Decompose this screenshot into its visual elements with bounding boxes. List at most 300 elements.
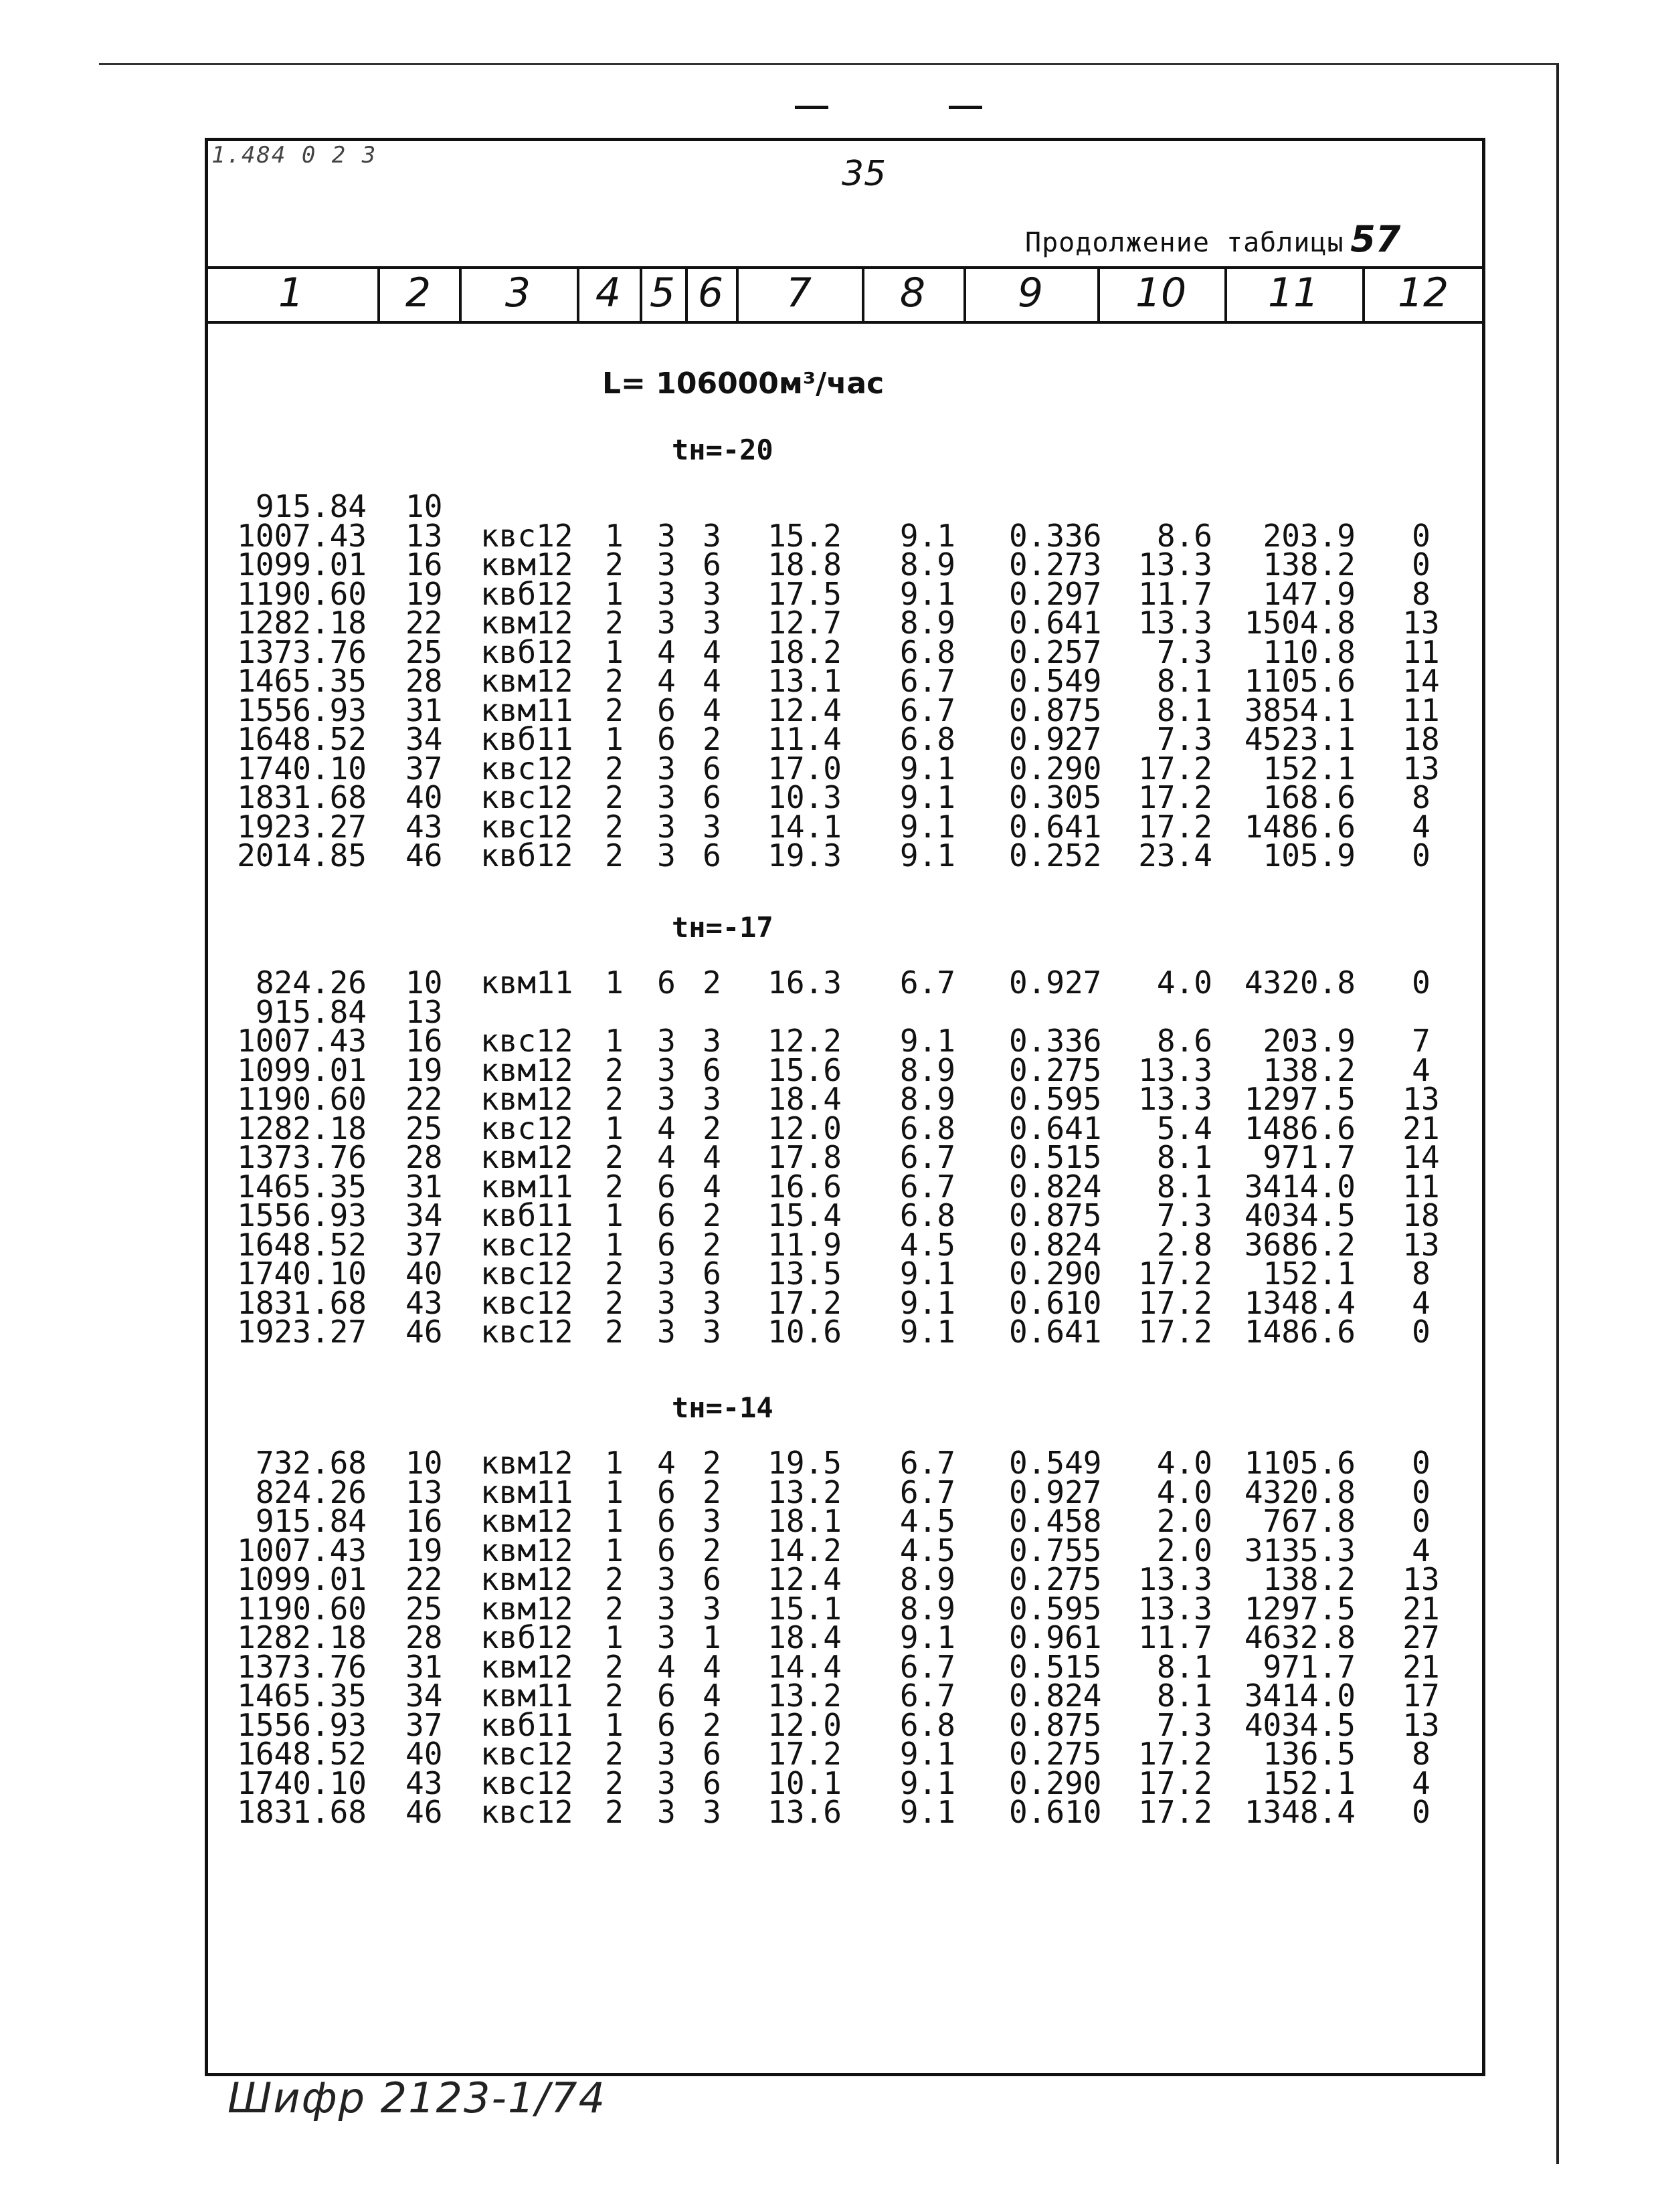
cell-param10: 2.0 bbox=[1156, 1503, 1212, 1539]
cell-param11: 4632.8 bbox=[1244, 1619, 1356, 1655]
cell-index: 16 bbox=[405, 1023, 443, 1059]
cell-value: 1282.18 bbox=[237, 1619, 367, 1655]
cell-n3: 2 bbox=[703, 1226, 721, 1263]
cell-n2: 3 bbox=[657, 546, 676, 583]
cell-n3: 6 bbox=[703, 1736, 721, 1772]
cell-param12: 13 bbox=[1402, 750, 1440, 787]
cell-param10: 17.2 bbox=[1138, 779, 1212, 815]
cell-param11: 1486.6 bbox=[1244, 1110, 1356, 1146]
cell-n1: 1 bbox=[605, 965, 624, 1001]
cell-n1: 1 bbox=[605, 633, 624, 670]
cell-code: квб12 bbox=[480, 575, 573, 612]
cell-n1: 1 bbox=[605, 1532, 624, 1569]
cell-n2: 3 bbox=[657, 1314, 676, 1350]
cell-n1: 2 bbox=[605, 1139, 624, 1175]
cell-n3: 6 bbox=[703, 837, 721, 874]
cell-param7: 10.3 bbox=[767, 779, 842, 815]
cell-param10: 8.6 bbox=[1156, 1023, 1212, 1059]
cell-n2: 4 bbox=[657, 633, 676, 670]
cell-n2: 6 bbox=[657, 692, 676, 728]
cell-n1: 2 bbox=[605, 605, 624, 641]
header-divider bbox=[685, 266, 688, 324]
cell-param11: 152.1 bbox=[1263, 750, 1356, 787]
cell-code: квс12 bbox=[480, 750, 573, 787]
cell-param12: 18 bbox=[1402, 1197, 1440, 1233]
cell-ratio: 0.595 bbox=[1009, 1590, 1102, 1627]
cell-index: 46 bbox=[405, 1794, 443, 1830]
cell-param10: 7.3 bbox=[1156, 1197, 1212, 1233]
cell-param7: 17.2 bbox=[767, 1284, 842, 1321]
cell-value: 1190.60 bbox=[237, 575, 367, 612]
cell-n2: 6 bbox=[657, 1226, 676, 1263]
cell-value: 1465.35 bbox=[237, 663, 367, 699]
cell-ratio: 0.515 bbox=[1009, 1139, 1102, 1175]
cell-index: 16 bbox=[405, 546, 443, 583]
cell-param12: 27 bbox=[1402, 1619, 1440, 1655]
column-header-9: 9 bbox=[1017, 270, 1044, 316]
cell-n1: 2 bbox=[605, 1794, 624, 1830]
cell-param10: 11.7 bbox=[1138, 1619, 1212, 1655]
cell-param8: 6.7 bbox=[899, 965, 955, 1001]
cell-param12: 0 bbox=[1412, 546, 1431, 583]
cell-value: 1282.18 bbox=[237, 1110, 367, 1146]
cell-index: 34 bbox=[405, 1678, 443, 1714]
cell-param11: 152.1 bbox=[1263, 1255, 1356, 1292]
cell-param11: 4523.1 bbox=[1244, 721, 1356, 757]
cell-index: 25 bbox=[405, 1590, 443, 1627]
cell-param8: 9.1 bbox=[899, 1314, 955, 1350]
table-row bbox=[0, 965, 1660, 1001]
cell-param8: 9.1 bbox=[899, 837, 955, 874]
cell-index: 25 bbox=[405, 633, 443, 670]
cell-param8: 6.7 bbox=[899, 1648, 955, 1685]
cell-n1: 2 bbox=[605, 1081, 624, 1117]
cell-index: 40 bbox=[405, 779, 443, 815]
cell-n3: 2 bbox=[703, 1197, 721, 1233]
header-bottom-rule bbox=[205, 321, 1484, 324]
cell-n1: 1 bbox=[605, 1110, 624, 1146]
cell-param7: 13.6 bbox=[767, 1794, 842, 1830]
cell-n3: 3 bbox=[703, 605, 721, 641]
cell-param11: 3414.0 bbox=[1244, 1168, 1356, 1205]
column-header-5: 5 bbox=[649, 270, 676, 316]
cell-param12: 0 bbox=[1412, 1474, 1431, 1510]
corner-note: 1.484 0 2 3 bbox=[211, 142, 377, 169]
cell-ratio: 0.755 bbox=[1009, 1532, 1102, 1569]
cell-ratio: 0.275 bbox=[1009, 1051, 1102, 1088]
cell-index: 46 bbox=[405, 1314, 443, 1350]
cell-param11: 4034.5 bbox=[1244, 1706, 1356, 1743]
cell-param8: 9.1 bbox=[899, 1765, 955, 1801]
cell-code: квс12 bbox=[480, 808, 573, 845]
cell-param12: 7 bbox=[1412, 1023, 1431, 1059]
cell-ratio: 0.610 bbox=[1009, 1794, 1102, 1830]
cell-index: 46 bbox=[405, 837, 443, 874]
cell-code: квм11 bbox=[480, 692, 573, 728]
cell-param7: 14.4 bbox=[767, 1648, 842, 1685]
cell-param8: 6.8 bbox=[899, 1197, 955, 1233]
cell-param7: 19.3 bbox=[767, 837, 842, 874]
cell-param7: 13.5 bbox=[767, 1255, 842, 1292]
cell-n1: 2 bbox=[605, 837, 624, 874]
cell-param11: 136.5 bbox=[1263, 1736, 1356, 1772]
cell-n1: 1 bbox=[605, 1474, 624, 1510]
cell-value: 1099.01 bbox=[237, 1561, 367, 1597]
cell-code: квб12 bbox=[480, 1619, 573, 1655]
cell-n2: 3 bbox=[657, 605, 676, 641]
cell-index: 28 bbox=[405, 1619, 443, 1655]
cell-n1: 2 bbox=[605, 1255, 624, 1292]
cell-n1: 2 bbox=[605, 1284, 624, 1321]
cell-param8: 8.9 bbox=[899, 1561, 955, 1597]
cell-n2: 3 bbox=[657, 837, 676, 874]
cell-param8: 8.9 bbox=[899, 1051, 955, 1088]
cell-param12: 21 bbox=[1402, 1648, 1440, 1685]
cell-param12: 0 bbox=[1412, 1314, 1431, 1350]
cell-param10: 8.1 bbox=[1156, 1168, 1212, 1205]
cell-param11: 3686.2 bbox=[1244, 1226, 1356, 1263]
cell-param11: 4034.5 bbox=[1244, 1197, 1356, 1233]
cell-param12: 17 bbox=[1402, 1678, 1440, 1714]
cell-param10: 5.4 bbox=[1156, 1110, 1212, 1146]
cell-n3: 6 bbox=[703, 779, 721, 815]
cell-n3: 3 bbox=[703, 517, 721, 554]
cell-param11: 110.8 bbox=[1263, 633, 1356, 670]
cell-value: 1648.52 bbox=[237, 1736, 367, 1772]
cell-code: квб11 bbox=[480, 1197, 573, 1233]
cell-param11: 1297.5 bbox=[1244, 1590, 1356, 1627]
cell-code: квм12 bbox=[480, 1532, 573, 1569]
cell-n2: 6 bbox=[657, 1168, 676, 1205]
cell-param7: 17.0 bbox=[767, 750, 842, 787]
cell-n3: 3 bbox=[703, 1023, 721, 1059]
cell-param11: 971.7 bbox=[1263, 1139, 1356, 1175]
cell-param11: 1504.8 bbox=[1244, 605, 1356, 641]
cell-n3: 2 bbox=[703, 721, 721, 757]
cell-param8: 6.8 bbox=[899, 721, 955, 757]
cell-param7: 18.2 bbox=[767, 633, 842, 670]
cell-n3: 3 bbox=[703, 1503, 721, 1539]
cell-code: квм12 bbox=[480, 546, 573, 583]
column-header-4: 4 bbox=[595, 270, 622, 316]
cell-param11: 1348.4 bbox=[1244, 1284, 1356, 1321]
cell-code: квм12 bbox=[480, 1081, 573, 1117]
cell-code: квс12 bbox=[480, 1255, 573, 1292]
cell-n1: 1 bbox=[605, 1706, 624, 1743]
cell-index: 22 bbox=[405, 1081, 443, 1117]
header-top-rule bbox=[205, 266, 1484, 269]
cell-param7: 10.6 bbox=[767, 1314, 842, 1350]
cell-param10: 4.0 bbox=[1156, 965, 1212, 1001]
cell-n2: 3 bbox=[657, 750, 676, 787]
cell-n1: 2 bbox=[605, 1678, 624, 1714]
cell-n3: 1 bbox=[703, 1619, 721, 1655]
cell-n1: 2 bbox=[605, 692, 624, 728]
cell-param11: 1348.4 bbox=[1244, 1794, 1356, 1830]
cell-index: 13 bbox=[405, 1474, 443, 1510]
cell-param11: 203.9 bbox=[1263, 1023, 1356, 1059]
cell-param7: 10.1 bbox=[767, 1765, 842, 1801]
cell-value: 1648.52 bbox=[237, 721, 367, 757]
cell-param7: 13.2 bbox=[767, 1474, 842, 1510]
cell-ratio: 0.927 bbox=[1009, 965, 1102, 1001]
cell-param8: 6.7 bbox=[899, 663, 955, 699]
cell-code: квс12 bbox=[480, 779, 573, 815]
cell-index: 37 bbox=[405, 1226, 443, 1263]
cell-value: 1099.01 bbox=[237, 546, 367, 583]
cell-code: квм11 bbox=[480, 965, 573, 1001]
cell-code: квм11 bbox=[480, 1168, 573, 1205]
cell-param11: 1297.5 bbox=[1244, 1081, 1356, 1117]
cell-param7: 19.5 bbox=[767, 1445, 842, 1481]
cell-param8: 6.7 bbox=[899, 1445, 955, 1481]
cell-ratio: 0.824 bbox=[1009, 1678, 1102, 1714]
cell-value: 915.84 bbox=[255, 1503, 367, 1539]
cell-n2: 3 bbox=[657, 1736, 676, 1772]
cell-param12: 13 bbox=[1402, 1226, 1440, 1263]
cell-param10: 17.2 bbox=[1138, 1255, 1212, 1292]
cell-n3: 3 bbox=[703, 1794, 721, 1830]
cell-ratio: 0.257 bbox=[1009, 633, 1102, 670]
cell-index: 22 bbox=[405, 1561, 443, 1597]
cell-index: 34 bbox=[405, 721, 443, 757]
cell-param10: 13.3 bbox=[1138, 1590, 1212, 1627]
cell-param8: 9.1 bbox=[899, 1736, 955, 1772]
cell-n3: 3 bbox=[703, 1314, 721, 1350]
cell-index: 10 bbox=[405, 1445, 443, 1481]
cell-param12: 0 bbox=[1412, 1503, 1431, 1539]
cell-n3: 2 bbox=[703, 965, 721, 1001]
cell-n2: 3 bbox=[657, 1561, 676, 1597]
cell-param8: 9.1 bbox=[899, 1619, 955, 1655]
cell-param7: 18.4 bbox=[767, 1081, 842, 1117]
cell-param12: 11 bbox=[1402, 692, 1440, 728]
cell-value: 1007.43 bbox=[237, 1023, 367, 1059]
cell-param7: 11.9 bbox=[767, 1226, 842, 1263]
cell-param12: 18 bbox=[1402, 721, 1440, 757]
cell-param12: 0 bbox=[1412, 837, 1431, 874]
cell-value: 1190.60 bbox=[237, 1081, 367, 1117]
cell-n3: 4 bbox=[703, 633, 721, 670]
cell-param10: 23.4 bbox=[1138, 837, 1212, 874]
cell-ratio: 0.641 bbox=[1009, 1110, 1102, 1146]
cell-param12: 8 bbox=[1412, 779, 1431, 815]
cell-value: 915.84 bbox=[255, 488, 367, 524]
cell-param11: 138.2 bbox=[1263, 1561, 1356, 1597]
cell-param8: 6.7 bbox=[899, 1678, 955, 1714]
cell-param12: 11 bbox=[1402, 633, 1440, 670]
cell-param11: 3135.3 bbox=[1244, 1532, 1356, 1569]
cell-param7: 16.3 bbox=[767, 965, 842, 1001]
cell-ratio: 0.297 bbox=[1009, 575, 1102, 612]
cell-n2: 6 bbox=[657, 1503, 676, 1539]
cell-index: 43 bbox=[405, 1284, 443, 1321]
cell-param10: 13.3 bbox=[1138, 546, 1212, 583]
header-divider bbox=[862, 266, 864, 324]
cell-ratio: 0.275 bbox=[1009, 1736, 1102, 1772]
cell-value: 1373.76 bbox=[237, 633, 367, 670]
cell-code: квс12 bbox=[480, 1314, 573, 1350]
cell-n1: 2 bbox=[605, 663, 624, 699]
cell-param10: 4.0 bbox=[1156, 1445, 1212, 1481]
cell-param8: 6.7 bbox=[899, 1168, 955, 1205]
cell-value: 1465.35 bbox=[237, 1168, 367, 1205]
cell-param7: 14.1 bbox=[767, 808, 842, 845]
header-divider bbox=[577, 266, 579, 324]
cell-param11: 152.1 bbox=[1263, 1765, 1356, 1801]
cell-value: 1007.43 bbox=[237, 517, 367, 554]
cell-n1: 1 bbox=[605, 517, 624, 554]
cell-param12: 0 bbox=[1412, 1445, 1431, 1481]
cell-value: 915.84 bbox=[255, 993, 367, 1030]
cell-n3: 3 bbox=[703, 1590, 721, 1627]
cell-n2: 3 bbox=[657, 1619, 676, 1655]
cell-param12: 4 bbox=[1412, 1532, 1431, 1569]
cell-index: 25 bbox=[405, 1110, 443, 1146]
cell-ratio: 0.336 bbox=[1009, 1023, 1102, 1059]
cell-ratio: 0.549 bbox=[1009, 663, 1102, 699]
cell-param7: 12.2 bbox=[767, 1023, 842, 1059]
cell-n3: 6 bbox=[703, 1051, 721, 1088]
cell-param10: 7.3 bbox=[1156, 1706, 1212, 1743]
cell-n2: 3 bbox=[657, 1284, 676, 1321]
cell-n1: 1 bbox=[605, 721, 624, 757]
cell-param10: 17.2 bbox=[1138, 1765, 1212, 1801]
cell-code: квм12 bbox=[480, 1648, 573, 1685]
cell-ratio: 0.875 bbox=[1009, 692, 1102, 728]
cell-ratio: 0.641 bbox=[1009, 808, 1102, 845]
cipher-code: Шифр 2123-1/74 bbox=[227, 2074, 607, 2122]
cell-n1: 1 bbox=[605, 1503, 624, 1539]
cell-code: квм12 bbox=[480, 1139, 573, 1175]
cell-n1: 2 bbox=[605, 779, 624, 815]
cell-param11: 1486.6 bbox=[1244, 808, 1356, 845]
cell-n1: 1 bbox=[605, 575, 624, 612]
header-divider bbox=[1097, 266, 1100, 324]
cell-ratio: 0.252 bbox=[1009, 837, 1102, 874]
cell-ratio: 0.610 bbox=[1009, 1284, 1102, 1321]
cell-code: квб12 bbox=[480, 633, 573, 670]
cell-param7: 18.1 bbox=[767, 1503, 842, 1539]
cell-param8: 9.1 bbox=[899, 779, 955, 815]
cell-param12: 14 bbox=[1402, 1139, 1440, 1175]
cell-n2: 3 bbox=[657, 1590, 676, 1627]
cell-param8: 9.1 bbox=[899, 575, 955, 612]
cell-param10: 17.2 bbox=[1138, 1736, 1212, 1772]
cell-param10: 17.2 bbox=[1138, 1284, 1212, 1321]
cell-param11: 147.9 bbox=[1263, 575, 1356, 612]
cell-n2: 6 bbox=[657, 1678, 676, 1714]
cell-n3: 2 bbox=[703, 1474, 721, 1510]
section-label: tн=-17 bbox=[672, 911, 773, 944]
cell-param10: 8.1 bbox=[1156, 1139, 1212, 1175]
cell-param10: 8.1 bbox=[1156, 663, 1212, 699]
cell-code: квм12 bbox=[480, 663, 573, 699]
cell-param7: 17.8 bbox=[767, 1139, 842, 1175]
cell-n3: 6 bbox=[703, 1765, 721, 1801]
cell-n1: 2 bbox=[605, 1765, 624, 1801]
cell-code: квб11 bbox=[480, 721, 573, 757]
cell-param7: 16.6 bbox=[767, 1168, 842, 1205]
cell-param11: 138.2 bbox=[1263, 1051, 1356, 1088]
cell-param10: 2.0 bbox=[1156, 1532, 1212, 1569]
cell-param11: 105.9 bbox=[1263, 837, 1356, 874]
cell-n1: 2 bbox=[605, 1561, 624, 1597]
cell-code: квм12 bbox=[480, 1561, 573, 1597]
cell-param8: 8.9 bbox=[899, 546, 955, 583]
cell-value: 1831.68 bbox=[237, 1284, 367, 1321]
cell-ratio: 0.641 bbox=[1009, 1314, 1102, 1350]
cell-param11: 4320.8 bbox=[1244, 1474, 1356, 1510]
cell-n2: 6 bbox=[657, 1474, 676, 1510]
cell-param8: 9.1 bbox=[899, 517, 955, 554]
cell-param12: 4 bbox=[1412, 1284, 1431, 1321]
cell-code: квм12 bbox=[480, 1051, 573, 1088]
cell-n2: 4 bbox=[657, 1648, 676, 1685]
cell-ratio: 0.290 bbox=[1009, 1765, 1102, 1801]
cell-param8: 6.7 bbox=[899, 1474, 955, 1510]
cell-n2: 3 bbox=[657, 808, 676, 845]
cell-value: 1923.27 bbox=[237, 808, 367, 845]
top-dash-right bbox=[949, 106, 982, 109]
cell-n1: 1 bbox=[605, 1023, 624, 1059]
cell-index: 19 bbox=[405, 1051, 443, 1088]
cell-index: 22 bbox=[405, 605, 443, 641]
cell-value: 824.26 bbox=[255, 1474, 367, 1510]
cell-param8: 4.5 bbox=[899, 1503, 955, 1539]
cell-param12: 0 bbox=[1412, 517, 1431, 554]
cell-param10: 17.2 bbox=[1138, 1314, 1212, 1350]
cell-code: квс12 bbox=[480, 1110, 573, 1146]
cell-n2: 3 bbox=[657, 1765, 676, 1801]
cell-n2: 4 bbox=[657, 1110, 676, 1146]
cell-n3: 4 bbox=[703, 1678, 721, 1714]
cell-param8: 9.1 bbox=[899, 1284, 955, 1321]
cell-n2: 6 bbox=[657, 965, 676, 1001]
cell-n2: 4 bbox=[657, 1445, 676, 1481]
cell-param11: 1105.6 bbox=[1244, 663, 1356, 699]
cell-n2: 4 bbox=[657, 1139, 676, 1175]
cell-index: 10 bbox=[405, 488, 443, 524]
table-row bbox=[0, 1794, 1660, 1830]
cell-param8: 6.7 bbox=[899, 692, 955, 728]
cell-n1: 1 bbox=[605, 1619, 624, 1655]
cell-param8: 9.1 bbox=[899, 750, 955, 787]
header-divider bbox=[1224, 266, 1227, 324]
cell-param10: 17.2 bbox=[1138, 808, 1212, 845]
cell-param10: 8.1 bbox=[1156, 692, 1212, 728]
cell-code: квб11 bbox=[480, 1706, 573, 1743]
cell-ratio: 0.290 bbox=[1009, 1255, 1102, 1292]
cell-n2: 3 bbox=[657, 1051, 676, 1088]
cell-param8: 9.1 bbox=[899, 1023, 955, 1059]
cell-ratio: 0.824 bbox=[1009, 1168, 1102, 1205]
caption-table-number: 57 bbox=[1350, 218, 1401, 260]
cell-n2: 4 bbox=[657, 663, 676, 699]
cell-param8: 6.8 bbox=[899, 633, 955, 670]
cell-value: 1831.68 bbox=[237, 1794, 367, 1830]
cell-ratio: 0.305 bbox=[1009, 779, 1102, 815]
cell-param11: 4320.8 bbox=[1244, 965, 1356, 1001]
cell-n2: 6 bbox=[657, 1706, 676, 1743]
cell-n2: 6 bbox=[657, 1532, 676, 1569]
cell-ratio: 0.824 bbox=[1009, 1226, 1102, 1263]
cell-index: 43 bbox=[405, 808, 443, 845]
cell-ratio: 0.458 bbox=[1009, 1503, 1102, 1539]
column-header-2: 2 bbox=[405, 270, 432, 316]
cell-param11: 971.7 bbox=[1263, 1648, 1356, 1685]
cell-n3: 6 bbox=[703, 750, 721, 787]
